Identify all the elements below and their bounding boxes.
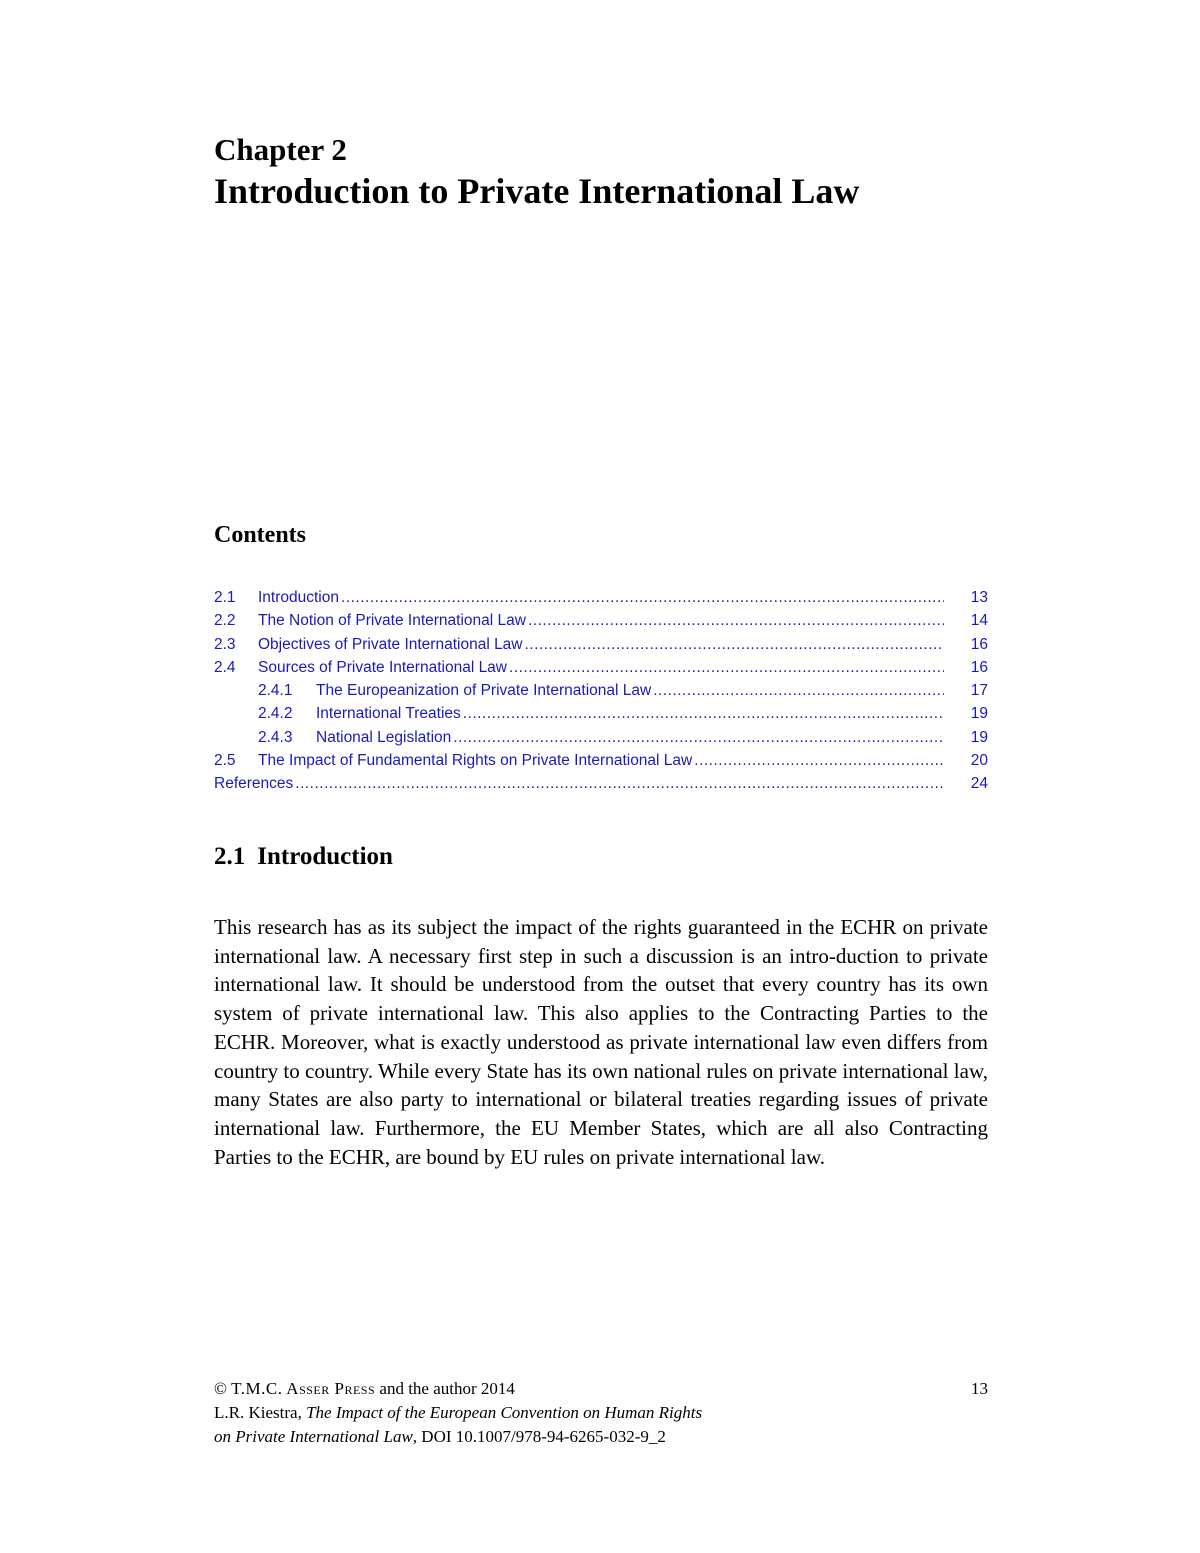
toc-entry-number: 2.4.2 <box>258 705 293 723</box>
toc-leader-dots <box>295 775 944 793</box>
toc-leader-dots <box>528 612 944 630</box>
toc-entry-title: References <box>214 775 294 793</box>
doi-link[interactable]: , DOI 10.1007/978-94-6265-032-9_2 <box>412 1427 666 1446</box>
toc-entry-page: 20 <box>970 752 988 770</box>
toc-entry-title: Sources of Private International Law <box>258 658 507 676</box>
toc-entry[interactable] <box>214 752 988 775</box>
publisher-name: T.M.C. Asser Press <box>231 1379 376 1398</box>
toc-leader-dots <box>509 659 944 677</box>
toc-entry-title: The Impact of Fundamental Rights on Private International Law <box>258 752 693 770</box>
toc-entry-title: Objectives of Private International Law <box>258 635 523 653</box>
toc-entry-references[interactable] <box>214 775 988 798</box>
toc-entry-page: 13 <box>970 589 988 606</box>
toc-entry-number: 2.2 <box>214 612 236 630</box>
toc-entry-title: National Legislation <box>316 728 452 746</box>
toc-entry[interactable] <box>214 612 988 635</box>
section-number: 2.1 <box>214 843 246 870</box>
chapter-label: Chapter 2 <box>214 132 347 167</box>
toc-leader-dots <box>341 589 944 607</box>
copyright-text: and the author 2014 <box>379 1379 515 1398</box>
toc-entry-page: 16 <box>970 658 988 676</box>
citation-line-1 <box>214 1401 988 1425</box>
page-footer <box>214 1377 988 1449</box>
body-paragraph: This research has as its subject the impact of the rights guaranteed in the ECHR on private international law. A necessary first step in such a discussion is an intro-duction to private international law. It should be understood from the outset that every country has its own system of private international law. This also applies to the Contracting Parties to the ECHR. Moreover, what is exactly understood as private international law even differs from country to country. While every State has its own national rules on private international law, many States are also party to international or bilateral treaties regarding issues of private international law. Furthermore, the EU Member States, which are all also Contracting Parties to the ECHR, are bound by EU rules on private international law. <box>214 915 988 1169</box>
toc-entry-page: 19 <box>970 728 988 746</box>
copyright-line <box>214 1377 515 1401</box>
section-heading <box>214 843 393 871</box>
toc-entry-number: 2.5 <box>214 752 236 770</box>
page-number: 13 <box>971 1379 988 1398</box>
toc-entry-number: 2.4.3 <box>258 728 293 746</box>
toc-entry-number: 2.1 <box>214 589 236 606</box>
toc-entry-title: The Europeanization of Private International Law <box>316 682 652 700</box>
toc-leader-dots <box>463 705 944 723</box>
book-title-part-2: on Private International Law <box>214 1427 413 1446</box>
toc-entry-page: 24 <box>970 775 988 793</box>
toc-entry-number: 2.4 <box>214 658 236 676</box>
toc-entry-page: 16 <box>970 635 988 653</box>
copyright-symbol: © <box>214 1379 227 1398</box>
toc-leader-dots <box>653 682 944 700</box>
section-title: Introduction <box>257 843 393 870</box>
author-name: L.R. Kiestra, <box>214 1403 302 1422</box>
citation-line-2 <box>214 1425 988 1449</box>
table-of-contents <box>214 589 988 799</box>
toc-entry[interactable] <box>214 636 988 659</box>
toc-entry-title: Introduction <box>258 589 339 606</box>
toc-entry[interactable] <box>214 682 988 705</box>
toc-entry-page: 17 <box>970 682 988 700</box>
toc-entry-page: 19 <box>970 705 988 723</box>
toc-entry[interactable] <box>214 589 988 612</box>
book-title-part-1: The Impact of the European Convention on Human Rights <box>306 1403 703 1422</box>
toc-leader-dots <box>453 729 944 747</box>
toc-entry-page: 14 <box>970 612 988 630</box>
chapter-title: Introduction to Private International Law <box>214 171 860 211</box>
toc-entry[interactable] <box>214 659 988 682</box>
toc-entry-title: The Notion of Private International Law <box>258 612 526 630</box>
toc-leader-dots <box>694 752 944 770</box>
toc-entry[interactable] <box>214 705 988 728</box>
contents-heading: Contents <box>214 522 307 548</box>
toc-entry-number: 2.3 <box>214 635 236 653</box>
toc-entry-number: 2.4.1 <box>258 682 293 700</box>
toc-entry-title: International Treaties <box>316 705 461 723</box>
toc-entry[interactable] <box>214 729 988 752</box>
toc-leader-dots <box>525 636 945 654</box>
